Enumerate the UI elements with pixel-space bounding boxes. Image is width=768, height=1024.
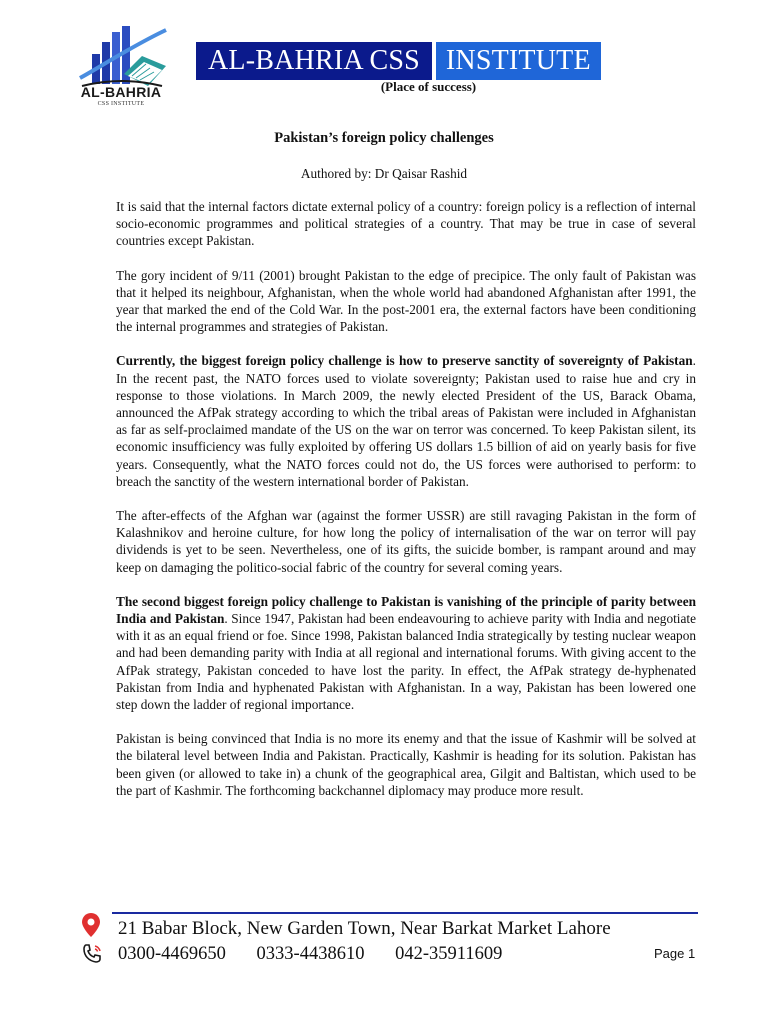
paragraph: The after-effects of the Afghan war (against the former USSR) are still ravaging Pakistan in the form of Kalashnikov and heroine culture, for how long the policy of internalisation of the war on terror will pay dividends is yet to be seen. Nevertheless, one of its gifts, the suicide bomber, is rampant around and may keep on damaging the politico-social fabric of the country for several coming years.: [116, 508, 696, 575]
paragraph: The gory incident of 9/11 (2001) brought Pakistan to the edge of precipice. The only fault of Pakistan was that it helped its neighbour, Afghanistan, when the whole world had abandoned Afghanistan after 1991, the year that marked the end of the Cold War. In the post-2001 era, the external factors have been conditioning the internal programmes and strategies of Pakistan.: [116, 267, 696, 335]
paragraph: The second biggest foreign policy challenge to Pakistan is vanishing of the principle of parity between India and Pakistan. Since 1947, Pakistan had been endeavouring to achieve parity with India and negotiate with it as an equal friend or foe. Since 1998, Pakistan balanced India strategically by testing nuclear weapon and had been demanding parity with India at all regional and international forums. With giving accent to the AfPak strategy, Pakistan conceded to have lost the parity. In effect, the AfPak strategy de-hyphenated Pakistan from India and hyphenated Pakistan with Afghanistan. In a way, Pakistan has been lowered one step down the ladder of regional importance.: [116, 593, 696, 713]
page-number: Page 1: [654, 946, 696, 961]
tagline: (Place of success): [380, 79, 477, 94]
phone-number: 0300-4469650: [118, 944, 226, 964]
paragraph: Currently, the biggest foreign policy challenge is how to preserve sanctity of sovereignty of Pakistan. In the recent past, the NATO forces used to violate sovereignty; Pakistan used to raise hue and cry in response to those violations. In March 2009, the newly elected President of the US, Barack Obama, announced the AfPak strategy according to which the tribal areas of Pakistan were included in Afghanistan as far as self-proclaimed mandate of the US on the war on terror was concerned. To keep Pakistan silent, its economic insufficiency was fully exploited by offering US dollars 1.5 billion of aid on yearly basis for five years. Consequently, what the NATO forces could not do, the US forces were authorised to perform: to breach the sanctity of the western international border of Pakistan.: [116, 353, 696, 489]
article-title: Pakistan’s foreign policy challenges: [274, 130, 494, 146]
paragraph: Pakistan is being convinced that India is no more its enemy and that the issue of Kashmir will be solved at the bilateral level between India and Pakistan. Practically, Kashmir is heading for its solution. Pakistan has been given (or allowed to take in) a chunk of the geographical area, Gilgit and Baltistan, which used to be the part of Kashmir. The forthcoming backchannel diplomacy may produce more result.: [116, 731, 696, 798]
phone-number: 0333-4438610: [256, 944, 365, 964]
phone-icon: [80, 942, 104, 966]
article-body: [116, 198, 696, 816]
institute-banner: [196, 42, 601, 80]
banner-name: AL-BAHRIA CSS: [196, 42, 432, 80]
institute-logo: [62, 16, 180, 126]
footer-divider: [112, 912, 698, 914]
footer-phones: [118, 944, 528, 965]
logo-subtext: CSS INSTITUTE: [97, 101, 145, 107]
logo-text: AL-BAHRIA: [80, 84, 162, 100]
paragraph: It is said that the internal factors dictate external policy of a country: foreign policy is a reflection of internal socio-economic programmes and political strategies of a country. That may be true in case of several countries except Pakistan.: [116, 199, 696, 249]
banner-institute: INSTITUTE: [436, 42, 601, 80]
footer-address: 21 Babar Block, New Garden Town, Near Barkat Market Lahore: [118, 918, 611, 939]
phone-number: 042-35911609: [395, 944, 503, 964]
article-author: Authored by: Dr Qaisar Rashid: [300, 166, 468, 181]
location-pin-icon: [80, 912, 102, 938]
